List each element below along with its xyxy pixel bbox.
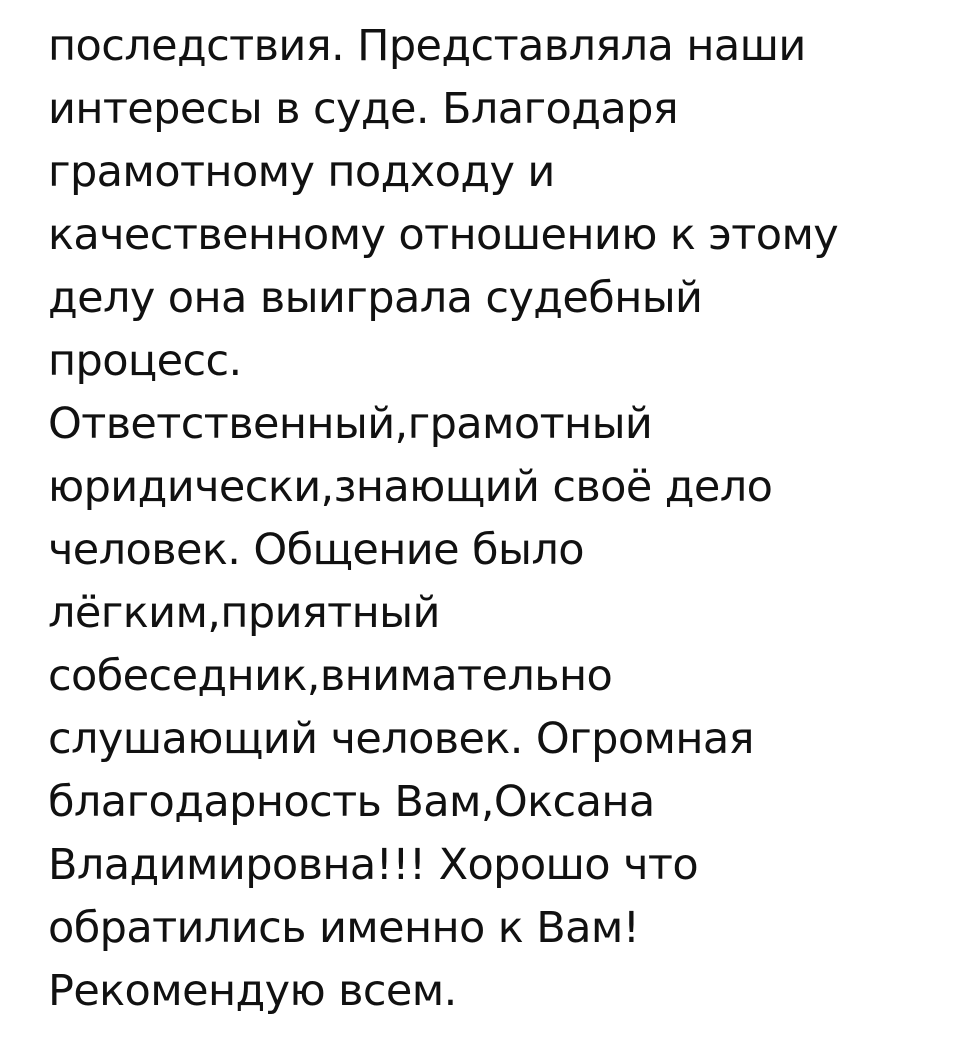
- review-line: процесс.: [48, 336, 242, 386]
- review-line: собеседник,внимательно: [48, 651, 613, 701]
- review-line: качественному отношению к этому: [48, 210, 839, 260]
- review-line: последствия. Представляла наши: [48, 21, 806, 71]
- review-line: юридически,знающий своё дело: [48, 462, 773, 512]
- review-line: грамотному подходу и: [48, 147, 555, 197]
- review-line: Владимировна!!! Хорошо что: [48, 840, 699, 890]
- review-line: благодарность Вам,Оксана: [48, 777, 655, 827]
- review-line: лёгким,приятный: [48, 588, 440, 638]
- review-line: человек. Общение было: [48, 525, 584, 575]
- review-line: делу она выиграла судебный: [48, 273, 703, 323]
- review-line: обратились именно к Вам!: [48, 903, 640, 953]
- review-text: [48, 0, 928, 1023]
- review-line: слушающий человек. Огромная: [48, 714, 754, 764]
- review-line-cut-off: [48, 0, 928, 15]
- review-line: Рекомендую всем.: [48, 966, 457, 1016]
- review-line: Ответственный,грамотный: [48, 399, 653, 449]
- review-line: интересы в суде. Благодаря: [48, 84, 679, 134]
